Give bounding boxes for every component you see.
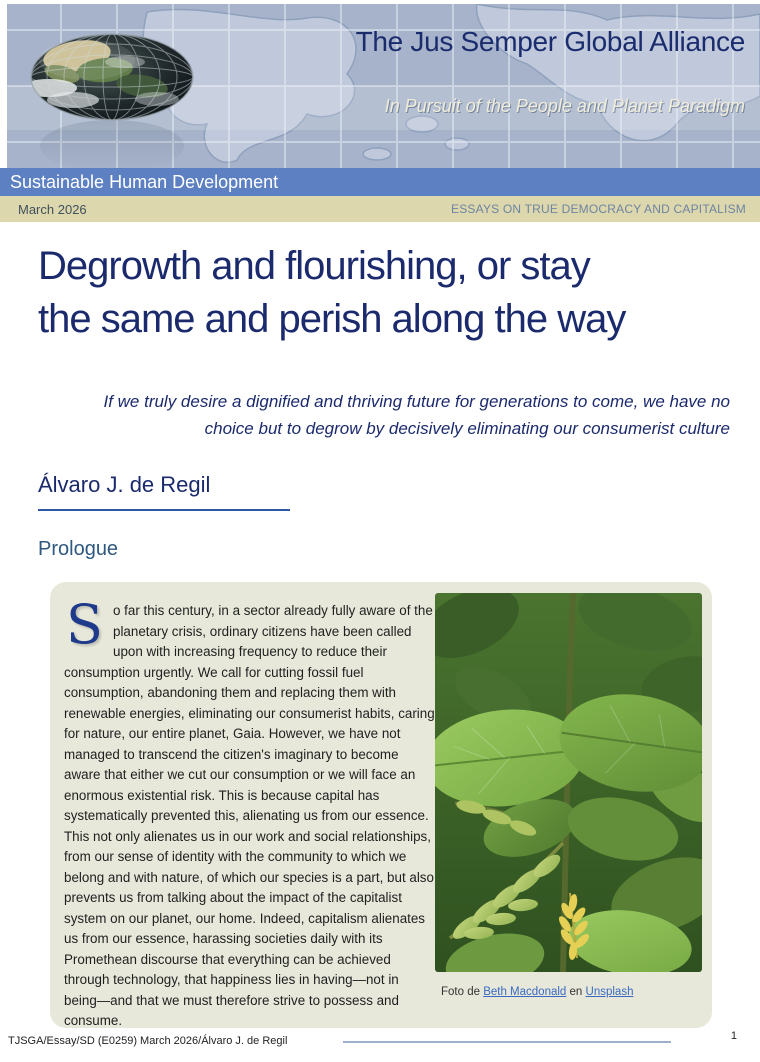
footer-reference: TJSGA/Essay/SD (E0259) March 2026/Álvaro J. de Regil — [8, 1035, 288, 1047]
section-bar — [0, 168, 760, 196]
author-rule — [38, 509, 290, 511]
article-subtitle-line2: choice but to degrow by decisively eliminating our consumerist culture — [204, 419, 730, 438]
header-banner — [0, 0, 760, 168]
page-title — [38, 240, 730, 346]
series-label: ESSAYS ON TRUE DEMOCRACY AND CAPITALISM — [451, 202, 746, 216]
org-title: The Jus Semper Global Alliance — [355, 26, 745, 57]
caption-middle: en — [566, 986, 586, 998]
date-series-bar — [0, 196, 760, 222]
org-tagline: In Pursuit of the People and Planet Paradigm — [384, 96, 745, 116]
caption-prefix: Foto de — [441, 986, 484, 998]
prologue-paragraph: o far this century, in a sector already fully aware of the planetary crisis, ordinary citizens have been called upon with increasing frequency to reduce their consumption urgently. We call for cutting fossil fuel consumption, abandoning them and replacing them with renewable energies, eliminating our consumerist habits, caring for nature, our entire planet, Gaia. However, we have not managed to transcend the citizen's imaginary to become aware that either we cut our consumption or we will face an enormous existential risk. This is because capital has systematically prevented this, alienating us from our essence. This not only alienates us in our work and social relationships, from our sense of identity with the community to which we belong and with nature, of which our species is a part, but also prevents us from talking about the impact of the capitalist system on our planet, our home. Indeed, capitalism alienates us from our essence, harassing societies daily with its Promethean discourse that everything can be achieved through technology, that happiness lies in having—not in being—and that we must therefore strive to possess and consume. — [64, 603, 435, 1028]
issue-date: March 2026 — [18, 201, 87, 217]
footer-rule — [343, 1041, 671, 1043]
page-title-line2: the same and perish along the way — [38, 297, 626, 341]
drop-cap: S — [66, 593, 103, 656]
article-subtitle — [38, 388, 730, 442]
author-name: Álvaro J. de Regil — [38, 472, 211, 497]
page-title-line1: Degrowth and flourishing, or stay — [38, 244, 590, 288]
prologue-heading: Prologue — [38, 538, 119, 560]
article-subtitle-line1: If we truly desire a dignified and thriving future for generations to come, we have no — [103, 392, 730, 411]
photo-figure — [435, 593, 702, 1028]
section-bar-label: Sustainable Human Development — [10, 171, 279, 192]
article-head — [38, 222, 730, 561]
caption-source-link[interactable]: Unsplash — [585, 986, 634, 998]
photo-caption — [435, 986, 702, 998]
page-number: 1 — [730, 1030, 737, 1042]
caption-author-link[interactable]: Beth Macdonald — [483, 986, 567, 998]
prologue-text — [64, 593, 435, 1028]
leaf-photo — [435, 593, 702, 972]
prologue-panel — [50, 582, 712, 1028]
